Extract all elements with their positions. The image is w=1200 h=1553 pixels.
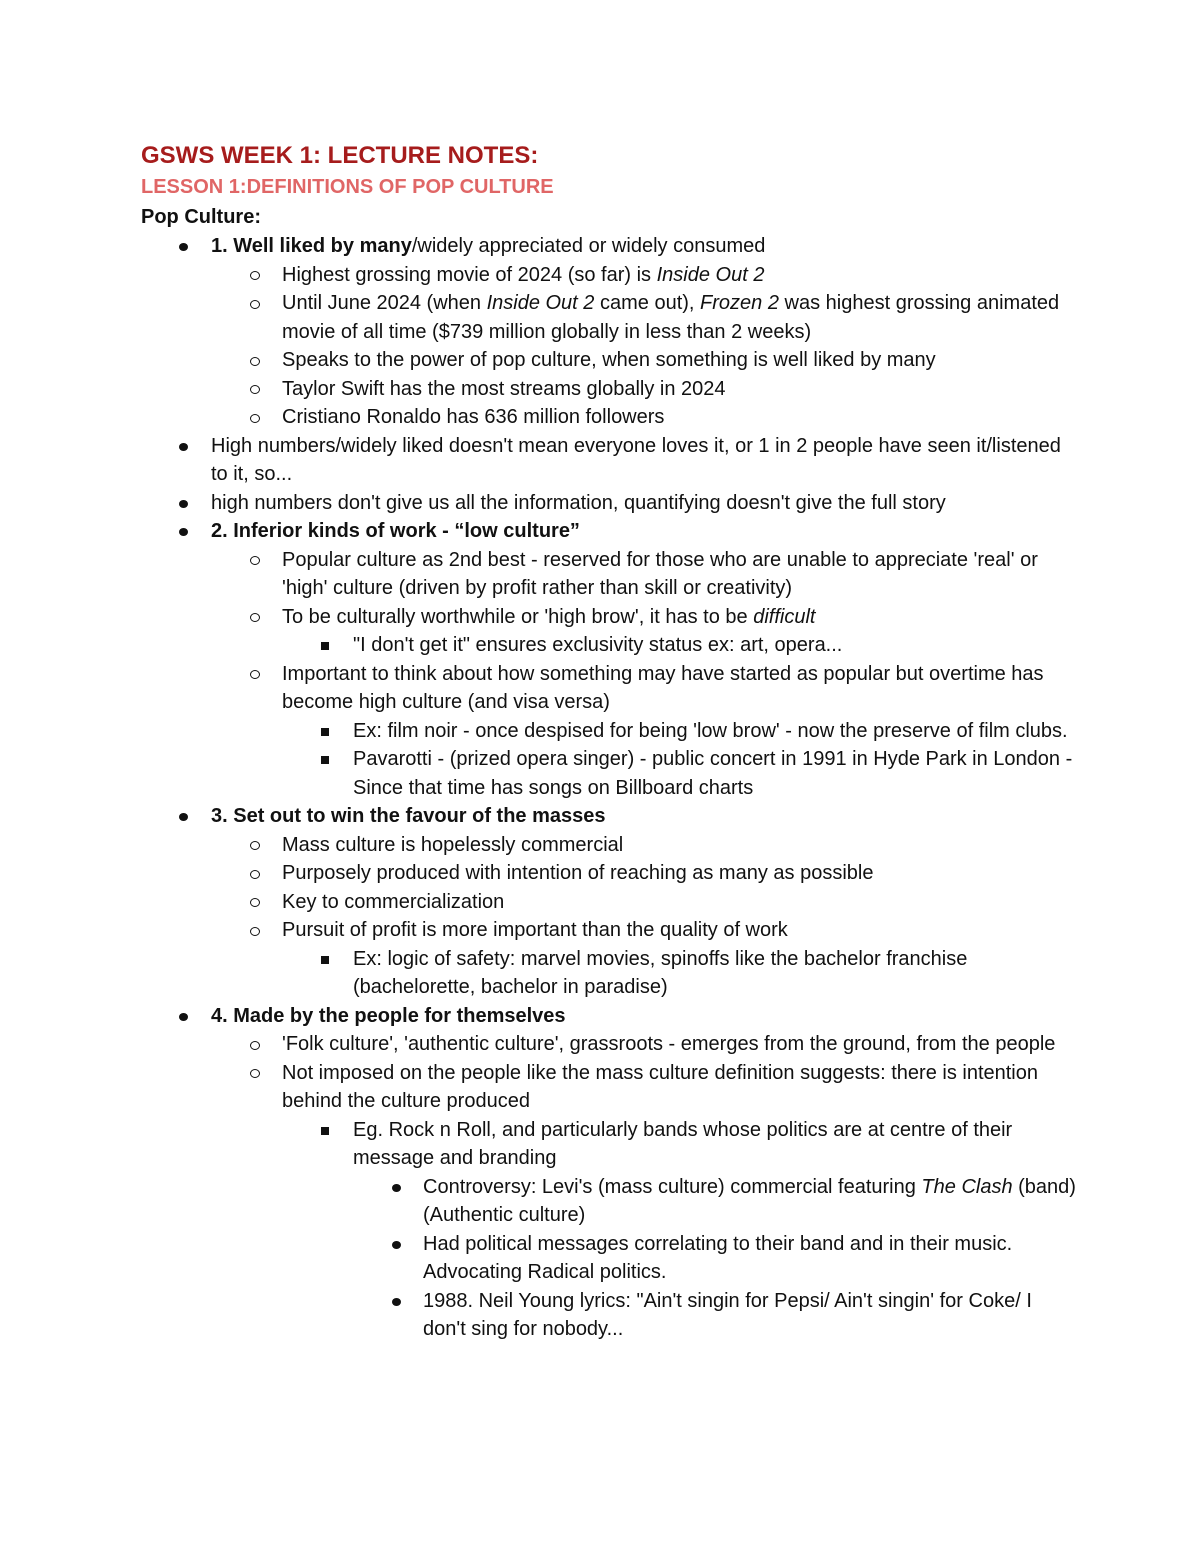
bullet-disc-icon xyxy=(173,432,193,461)
bullet-square-icon xyxy=(315,717,335,746)
definition-heading: 3. Set out to win the favour of the masses xyxy=(211,805,606,827)
item-text: Until June 2024 (when xyxy=(282,292,487,314)
bullet-square-icon xyxy=(315,745,335,774)
item-text: Popular culture as 2nd best - reserved for those who are unable to appreciate 'real' or 'high' culture (driven by profit rather than skill or creativity) xyxy=(282,548,1038,599)
notes-list xyxy=(141,232,1080,1344)
list-item xyxy=(141,346,1080,375)
list-item xyxy=(141,802,1080,831)
bullet-disc-icon xyxy=(386,1173,406,1202)
list-item xyxy=(141,1059,1080,1116)
list-item xyxy=(141,1173,1080,1230)
bullet-disc-icon xyxy=(173,489,193,518)
bullet-circle-icon xyxy=(245,261,265,290)
bullet-circle-icon xyxy=(245,546,265,575)
item-text: High numbers/widely liked doesn't mean everyone loves it, or 1 in 2 people have seen it/listened to it, so... xyxy=(211,434,1061,485)
list-item xyxy=(141,1116,1080,1173)
bullet-disc-icon xyxy=(173,802,193,831)
definition-heading: 1. Well liked by many xyxy=(211,235,412,257)
document-title: GSWS WEEK 1: LECTURE NOTES: xyxy=(141,142,539,169)
list-item xyxy=(141,289,1080,346)
list-item xyxy=(141,375,1080,404)
list-item xyxy=(141,916,1080,945)
item-text: Important to think about how something may have started as popular but overtime has become high culture (and visa versa) xyxy=(282,662,1044,713)
item-text: /widely appreciated or widely consumed xyxy=(411,235,766,257)
item-text: was highest grossing animated movie of all time ($739 million globally in less than 2 weeks) xyxy=(282,292,1060,343)
list-item xyxy=(141,745,1080,802)
item-italic-text: difficult xyxy=(753,605,816,628)
bullet-square-icon xyxy=(315,1116,335,1145)
list-item xyxy=(141,888,1080,917)
lesson-subtitle: LESSON 1:DEFINITIONS OF POP CULTURE xyxy=(141,176,554,198)
list-item xyxy=(141,517,1080,546)
list-item xyxy=(141,432,1080,489)
item-text: Pavarotti - (prized opera singer) - public concert in 1991 in Hyde Park in London - Since that time has songs on Billboard charts xyxy=(353,748,1073,799)
item-text: Cristiano Ronaldo has 636 million followers xyxy=(282,406,665,428)
item-italic-text: The Clash xyxy=(921,1175,1013,1198)
bullet-disc-icon xyxy=(386,1230,406,1259)
item-text: 1988. Neil Young lyrics: "Ain't singin for Pepsi/ Ain't singin' for Coke/ I don't sing for nobody... xyxy=(423,1289,1032,1340)
list-item xyxy=(141,717,1080,746)
bullet-disc-icon xyxy=(386,1287,406,1316)
definition-heading: 2. Inferior kinds of work - “low culture” xyxy=(211,520,580,542)
bullet-circle-icon xyxy=(245,403,265,432)
item-text: To be culturally worthwhile or 'high brow', it has to be xyxy=(282,605,754,628)
definition-heading: 4. Made by the people for themselves xyxy=(211,1004,566,1027)
item-text: Controversy: Levi's (mass culture) commercial featuring xyxy=(423,1175,922,1198)
list-item xyxy=(141,660,1080,717)
item-text: Highest grossing movie of 2024 (so far) is xyxy=(282,263,657,286)
item-text: 'Folk culture', 'authentic culture', grassroots - emerges from the ground, from the people xyxy=(282,1033,1056,1055)
list-item xyxy=(141,1002,1080,1031)
list-item xyxy=(141,489,1080,518)
bullet-circle-icon xyxy=(245,916,265,945)
bullet-circle-icon xyxy=(245,346,265,375)
item-text: Taylor Swift has the most streams globally in 2024 xyxy=(282,377,726,400)
list-item xyxy=(141,232,1080,261)
bullet-circle-icon xyxy=(245,289,265,318)
item-text: Mass culture is hopelessly commercial xyxy=(282,833,624,856)
item-text: came out), xyxy=(594,292,701,314)
list-item xyxy=(141,631,1080,660)
item-text: Ex: film noir - once despised for being 'low brow' - now the preserve of film clubs. xyxy=(353,719,1068,742)
item-text: Not imposed on the people like the mass culture definition suggests: there is intention behind the culture produced xyxy=(282,1061,1038,1112)
item-text: Key to commercialization xyxy=(282,890,505,913)
item-text: Purposely produced with intention of reaching as many as possible xyxy=(282,862,874,884)
item-text: high numbers don't give us all the information, quantifying doesn't give the full story xyxy=(211,491,946,514)
bullet-disc-icon xyxy=(173,232,193,261)
item-text: Ex: logic of safety: marvel movies, spinoffs like the bachelor franchise (bachelorette, bachelor in paradise) xyxy=(353,947,968,998)
bullet-circle-icon xyxy=(245,603,265,632)
item-text: Speaks to the power of pop culture, when something is well liked by many xyxy=(282,349,936,371)
item-text: (band) (Authentic culture) xyxy=(423,1175,1076,1226)
item-text: "I don't get it" ensures exclusivity status ex: art, opera... xyxy=(353,634,843,656)
item-text: Pursuit of profit is more important than the quality of work xyxy=(282,919,788,941)
list-item xyxy=(141,831,1080,860)
item-text: Eg. Rock n Roll, and particularly bands whose politics are at centre of their message and branding xyxy=(353,1118,1013,1169)
bullet-disc-icon xyxy=(173,1002,193,1031)
bullet-square-icon xyxy=(315,945,335,974)
item-text: Had political messages correlating to their band and in their music. Advocating Radical politics. xyxy=(423,1232,1013,1283)
bullet-circle-icon xyxy=(245,888,265,917)
bullet-disc-icon xyxy=(173,517,193,546)
bullet-circle-icon xyxy=(245,375,265,404)
list-item xyxy=(141,261,1080,290)
bullet-circle-icon xyxy=(245,660,265,689)
item-italic-text: Inside Out 2 xyxy=(656,263,765,286)
list-item xyxy=(141,945,1080,1002)
list-item xyxy=(141,1230,1080,1287)
item-italic-text: Frozen 2 xyxy=(700,292,779,314)
bullet-circle-icon xyxy=(245,1030,265,1059)
bullet-square-icon xyxy=(315,631,335,660)
list-item xyxy=(141,403,1080,432)
bullet-circle-icon xyxy=(245,1059,265,1088)
list-item xyxy=(141,1287,1080,1344)
bullet-circle-icon xyxy=(245,859,265,888)
bullet-circle-icon xyxy=(245,831,265,860)
list-item xyxy=(141,859,1080,888)
list-item xyxy=(141,1030,1080,1059)
item-italic-text: Inside Out 2 xyxy=(486,292,595,314)
list-item xyxy=(141,546,1080,603)
list-item xyxy=(141,603,1080,632)
section-heading: Pop Culture: xyxy=(141,206,261,228)
